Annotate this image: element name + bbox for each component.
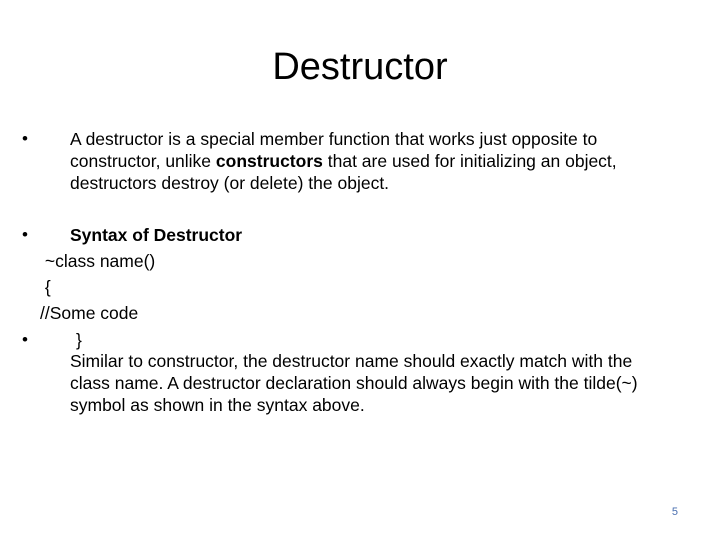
bullet-icon: • [22, 225, 28, 244]
bullet-text-part-2: that are used for initializing an object, destructors destroy (or delete) the object. [70, 151, 617, 193]
bullet-text-part-1: A destructor is a special member function that works just opposite to constructor, unlike [70, 129, 598, 171]
syntax-code-block [40, 250, 440, 330]
code-line-close-brace: } [76, 330, 82, 350]
code-line-comment: //Some code [40, 303, 139, 323]
bullet-text-bold: constructors [215, 151, 323, 171]
page-number: 5 [671, 506, 678, 518]
code-line-signature: ~class name() [40, 251, 156, 271]
bullet-icon: • [22, 129, 28, 148]
bullet-destructor-naming [22, 329, 672, 416]
bullet-content [70, 329, 672, 416]
code-line-open-brace: { [40, 277, 51, 297]
bullet-icon: • [22, 330, 28, 349]
syntax-heading: Syntax of Destructor [70, 225, 243, 245]
slide-title: Destructor [272, 46, 448, 88]
bullet-text: Similar to constructor, the destructor name should exactly match with the class name. A destructor declaration should always begin with the tilde(~) symbol as shown in the syntax above. [70, 351, 638, 415]
bullet-syntax-heading [22, 224, 672, 246]
bullet-text [70, 128, 672, 194]
bullet-destructor-definition [22, 128, 672, 194]
